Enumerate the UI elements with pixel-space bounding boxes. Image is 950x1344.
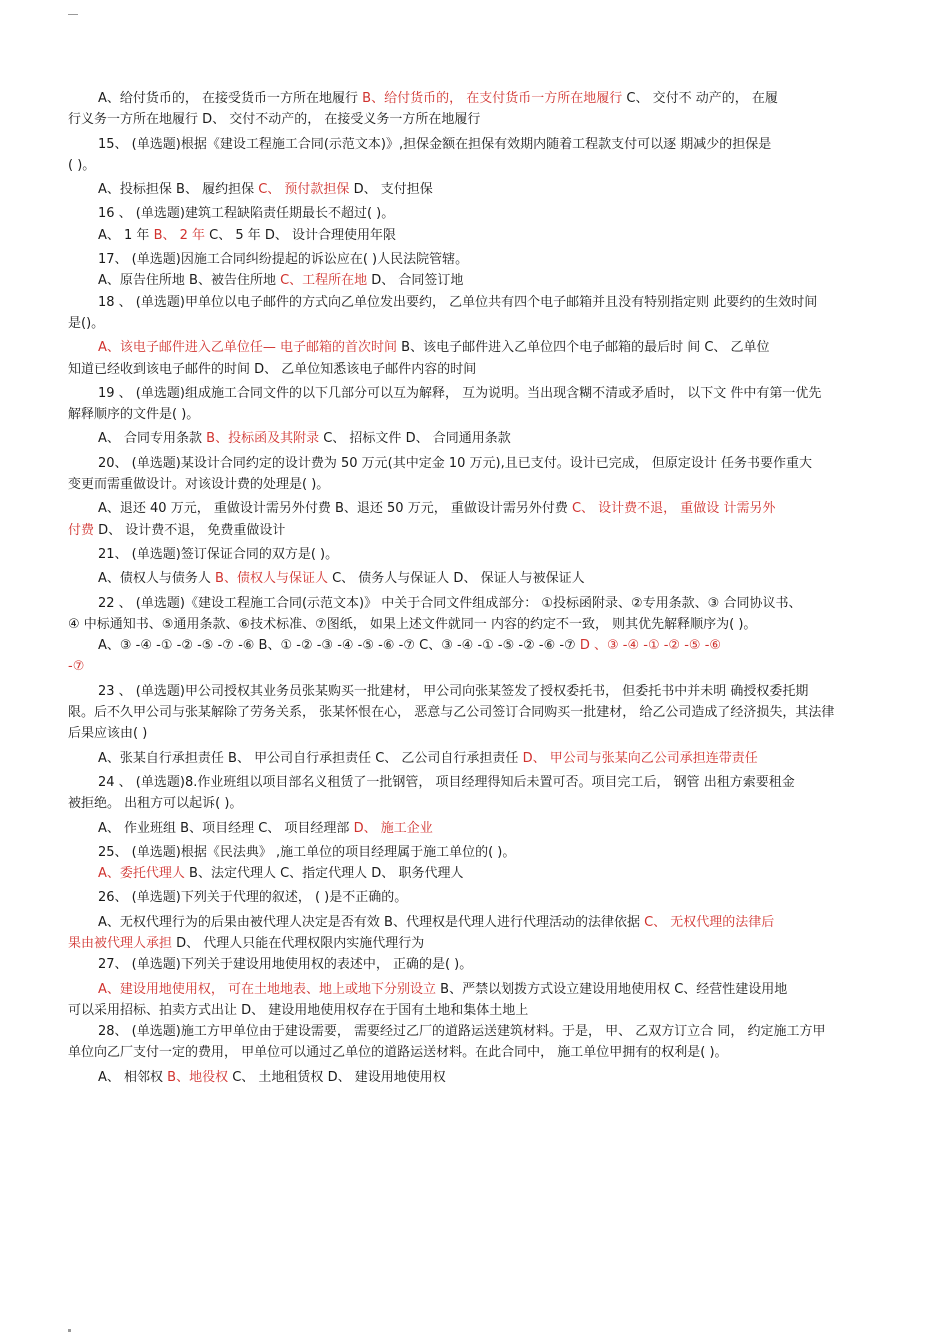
text-segment: A、 作业班组 B、项目经理 C、 项目经理部	[98, 820, 354, 836]
text-line	[68, 954, 882, 975]
text-segment: 限。后不久甲公司与张某解除了劳务关系， 张某怀恨在心， 恶意与乙公司签订合同购买一批建材， 给乙公司造成了经济损失，其法律	[68, 705, 835, 721]
answer-highlight: -⑦	[68, 659, 85, 675]
answer-highlight: 果由被代理人承担	[68, 935, 173, 951]
text-segment: 解释顺序的文件是( )。	[68, 407, 200, 423]
text-segment: 17、 (单选题)因施工合同纠纷提起的诉讼应在( )人民法院管辖。	[98, 252, 469, 268]
text-segment: 20、 (单选题)某设计合同约定的设计费为 50 万元(其中定金 10 万元),且已支付。设计已完成， 但原定设计 任务书要作重大	[98, 455, 812, 471]
text-segment: 27、 (单选题)下列关于建设用地使用权的表述中， 正确的是( )。	[98, 957, 473, 973]
text-segment: 18 、 (单选题)甲单位以电子邮件的方式向乙单位发出要约， 乙单位共有四个电子邮箱并且没有特别指定则 此要约的生效时间	[98, 294, 818, 310]
answer-highlight: C、 设计费不退， 重做设 计需另外	[571, 501, 776, 517]
text-line	[68, 313, 882, 334]
text-segment: A、退还 40 万元， 重做设计需另外付费 B、退还 50 万元， 重做设计需另外付费	[98, 501, 572, 517]
answer-highlight: D、 施工企业	[353, 820, 433, 836]
text-segment: A、 合同专用条款	[98, 431, 207, 447]
text-line	[68, 520, 882, 541]
text-segment: 19 、 (单选题)组成施工合同文件的以下几部分可以互为解释， 互为说明。当出现含糊不清或矛盾时， 以下文 件中有第一优先	[98, 385, 822, 401]
answer-highlight: B、投标函及其附录	[206, 431, 320, 447]
text-line	[68, 225, 882, 246]
page-footer-dot	[68, 1329, 71, 1332]
text-segment: C、 5 年 D、 设计合理使用年限	[205, 227, 397, 243]
text-line	[68, 681, 882, 702]
answer-highlight: C、 预付款担保	[258, 182, 350, 198]
text-line	[68, 383, 882, 404]
answer-highlight: A、委托代理人	[98, 866, 185, 882]
text-segment: D、 设计费不退， 免费重做设计	[94, 522, 286, 538]
text-line	[68, 179, 882, 200]
text-line	[68, 249, 882, 270]
text-segment: C、 交付不 动产的， 在履	[622, 91, 778, 106]
text-line	[68, 1000, 882, 1021]
text-segment: 单位向乙厂支付一定的费用， 甲单位可以通过乙单位的道路运送材料。在此合同中， 施工单位甲拥有的权利是( )。	[68, 1045, 728, 1061]
text-line	[68, 1067, 882, 1088]
text-segment: 28、 (单选题)施工方甲单位由于建设需要， 需要经过乙厂的道路运送建筑材料。于是， 甲、 乙双方订立合 同， 约定施工方甲	[98, 1024, 826, 1040]
text-line	[68, 428, 882, 449]
text-segment: A、 相邻权	[98, 1069, 168, 1085]
text-segment: 21、 (单选题)签订保证合同的双方是( )。	[98, 546, 339, 562]
text-line	[68, 359, 882, 380]
text-segment: 16 、 (单选题)建筑工程缺陷责任期最长不超过( )。	[98, 206, 395, 222]
text-segment: A、原告住所地 B、被告住所地	[98, 273, 281, 289]
answer-highlight: A、建设用地使用权， 可在土地地表、地上或地下分别设立	[98, 981, 437, 997]
text-line	[68, 593, 882, 614]
text-line	[68, 702, 882, 723]
text-segment: A、债权人与债务人	[98, 571, 216, 587]
text-line	[68, 270, 882, 291]
text-segment: D、 代理人只能在代理权限内实施代理行为	[172, 935, 425, 951]
text-line	[68, 568, 882, 589]
text-segment: A、给付货币的， 在接受货币一方所在地履行	[98, 91, 363, 106]
text-segment: A、张某自行承担责任 B、 甲公司自行承担责任 C、 乙公司自行承担责任	[98, 750, 523, 766]
text-line	[68, 474, 882, 495]
answer-highlight: C、 无权代理的法律后	[644, 914, 775, 930]
text-line	[68, 635, 882, 656]
text-segment: 23 、 (单选题)甲公司授权其业务员张某购买一批建材， 甲公司向张某签发了授权委托书， 但委托书中并未明 确授权委托期	[98, 683, 809, 699]
text-segment: 被拒绝。 出租方可以起诉( )。	[68, 796, 243, 812]
text-line	[68, 818, 882, 839]
text-segment: 22 、 (单选题)《建设工程施工合同(示范文本)》 中关于合同文件组成部分： ①投标函附录、②专用条款、③ 合同协议书、	[98, 595, 802, 611]
text-segment: 后果应该由( )	[68, 726, 148, 742]
answer-highlight: B、 2 年	[153, 227, 206, 243]
text-line	[68, 863, 882, 884]
text-segment: A、 1 年	[98, 227, 154, 243]
text-line	[68, 723, 882, 744]
text-line	[68, 772, 882, 793]
text-segment: B、严禁以划拨方式设立建设用地使用权 C、经营性建设用地	[436, 981, 788, 997]
text-segment: C、 土地租赁权 D、 建设用地使用权	[228, 1069, 446, 1085]
text-line	[68, 134, 882, 155]
answer-highlight: A、该电子邮件进入乙单位任— 电子邮箱的首次时间	[98, 340, 398, 356]
text-segment: A、无权代理行为的后果由被代理人决定是否有效 B、代理权是代理人进行代理活动的法律依据	[98, 914, 645, 930]
text-segment: A、③ -④ -① -② -⑤ -⑦ -⑥ B、① -② -③ -④ -⑤ -⑥ -⑦ C、③ -④ -① -⑤ -② -⑥ -⑦	[98, 638, 580, 654]
text-segment: A、投标担保 B、 履约担保	[98, 182, 259, 198]
text-line	[68, 453, 882, 474]
text-line	[68, 1021, 882, 1042]
text-line	[68, 887, 882, 908]
text-line	[68, 498, 882, 519]
answer-highlight: B、债权人与保证人	[215, 571, 328, 587]
text-segment: 知道已经收到该电子邮件的时间 D、 乙单位知悉该电子邮件内容的时间	[68, 361, 477, 377]
text-segment: ④ 中标通知书、⑤通用条款、⑥技术标准、⑦图纸， 如果上述文件就同一 内容的约定不一致， 则其优先解释顺序为( )。	[68, 616, 757, 632]
answer-highlight: B、给付货币的， 在支付货币一方所在地履行	[362, 91, 623, 106]
text-segment: D、 支付担保	[349, 182, 433, 198]
text-segment: D、 合同签订地	[367, 273, 464, 289]
text-line	[68, 933, 882, 954]
answer-highlight: D、 甲公司与张某向乙公司承担连带责任	[522, 750, 758, 766]
text-line	[68, 842, 882, 863]
text-segment: 可以采用招标、拍卖方式出让 D、 建设用地使用权存在于国有土地和集体土地上	[68, 1002, 529, 1018]
text-segment: B、该电子邮件进入乙单位四个电子邮箱的最后时 间 C、 乙单位	[397, 340, 770, 356]
text-line	[68, 292, 882, 313]
text-line	[68, 88, 882, 109]
text-line	[68, 203, 882, 224]
text-segment: 15、 (单选题)根据《建设工程施工合同(示范文本)》,担保金额在担保有效期内随着工程款支付可以逐 期减少的担保是	[98, 136, 772, 152]
text-segment: B、法定代理人 C、指定代理人 D、 职务代理人	[184, 866, 464, 882]
text-segment: 26、 (单选题)下列关于代理的叙述， ( )是不正确的。	[98, 890, 408, 906]
text-segment: 行义务一方所在地履行 D、 交付不动产的， 在接受义务一方所在地履行	[68, 112, 481, 128]
text-line	[68, 614, 882, 635]
answer-highlight: 付费	[68, 522, 95, 538]
text-segment: 25、 (单选题)根据《民法典》 ,施工单位的项目经理属于施工单位的( )。	[98, 844, 516, 860]
answer-highlight: B、地役权	[167, 1069, 229, 1085]
text-line	[68, 979, 882, 1000]
page-corner-mark	[68, 14, 78, 15]
answer-highlight: C、工程所在地	[280, 273, 368, 289]
text-line	[68, 793, 882, 814]
text-line	[68, 1042, 882, 1063]
text-line	[68, 155, 882, 176]
text-segment: 24 、 (单选题)8.作业班组以项目部名义租赁了一批钢管， 项目经理得知后未置可否。项目完工后， 钢管 出租方索要租金	[98, 774, 795, 790]
text-line	[68, 748, 882, 769]
text-segment: ( )。	[68, 157, 96, 173]
text-line	[68, 912, 882, 933]
text-line	[68, 544, 882, 565]
exam-document-body	[68, 88, 882, 1088]
text-line	[68, 109, 882, 130]
text-segment: 变更而需重做设计。对该设计费的处理是( )。	[68, 477, 330, 493]
text-line	[68, 337, 882, 358]
text-segment: C、 债务人与保证人 D、 保证人与被保证人	[327, 571, 585, 587]
text-line	[68, 404, 882, 425]
text-segment: 是()。	[68, 315, 105, 331]
answer-highlight: D 、③ -④ -① -② -⑤ -⑥	[579, 638, 722, 654]
text-line	[68, 656, 882, 677]
text-segment: C、 招标文件 D、 合同通用条款	[319, 431, 511, 447]
